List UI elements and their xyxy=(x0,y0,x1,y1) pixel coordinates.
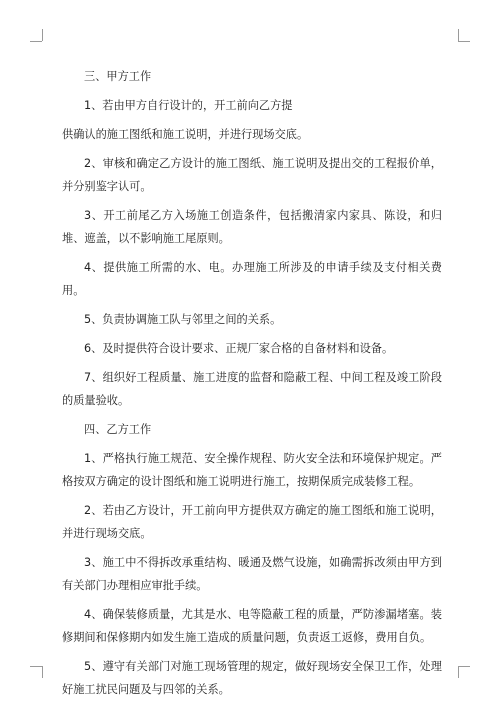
party-b-item-4: 4、确保装修质量，尤其是水、电等隐蔽工程的质量，严防渗漏堵塞。装修期间和保修期内如发生施工造成的质量问题，负责返工返修，费用自负。 xyxy=(62,608,442,644)
party-a-item-5: 5、负责协调施工队与邻里之间的关系。 xyxy=(84,313,282,326)
party-a-item-4: 4、提供施工所需的水、电。办理施工所涉及的申请手续及支付相关费用。 xyxy=(62,261,442,297)
crop-mark-bottom-left-h xyxy=(30,666,42,667)
crop-mark-top-left-h xyxy=(30,41,42,42)
section-heading-party-b: 四、乙方工作 xyxy=(84,423,152,436)
crop-mark-top-right-v xyxy=(458,29,459,41)
document-body xyxy=(62,65,442,707)
crop-mark-bottom-left-v xyxy=(42,666,43,678)
crop-mark-top-left-v xyxy=(42,29,43,41)
crop-mark-bottom-right-h xyxy=(458,666,470,667)
party-b-item-3: 3、施工中不得拆改承重结构、暖通及燃气设施，如确需拆改须由甲方到有关部门办理相应审批手续。 xyxy=(62,556,442,592)
party-a-item-3: 3、开工前尾乙方入场施工创造条件，包括搬清家内家具、陈设，和归堆、遮盖，以不影响施工尾原则。 xyxy=(62,209,442,245)
party-b-item-2: 2、若由乙方设计，开工前向甲方提供双方确定的施工图纸和施工说明，并进行现场交底。 xyxy=(62,504,442,540)
party-a-item-2: 2、审核和确定乙方设计的施工图纸、施工说明及提出交的工程报价单，并分别鉴字认可。 xyxy=(62,157,442,193)
party-a-item-7: 7、组织好工程质量、施工进度的监督和隐蔽工程、中间工程及竣工阶段的质量验收。 xyxy=(62,371,442,407)
party-a-item-1-cont: 供确认的施工图纸和施工说明，并进行现场交底。 xyxy=(62,128,309,141)
party-a-item-1: 1、若由甲方自行设计的，开工前向乙方提 xyxy=(84,99,293,112)
party-b-item-5: 5、遵守有关部门对施工现场管理的规定，做好现场安全保卫工作，处理好施工扰民问题及与四邻的关系。 xyxy=(62,660,442,696)
section-heading-party-a: 三、甲方工作 xyxy=(84,70,152,83)
party-a-item-6: 6、及时提供符合设计要求、正规厂家合格的自备材料和设备。 xyxy=(84,342,394,355)
party-b-item-1: 1、严格执行施工规范、安全操作规程、防火安全法和环境保护规定。严格按双方确定的设计图纸和施工说明进行施工，按期保质完成装修工程。 xyxy=(62,452,442,488)
crop-mark-top-right-h xyxy=(458,41,470,42)
crop-mark-bottom-right-v xyxy=(458,666,459,678)
